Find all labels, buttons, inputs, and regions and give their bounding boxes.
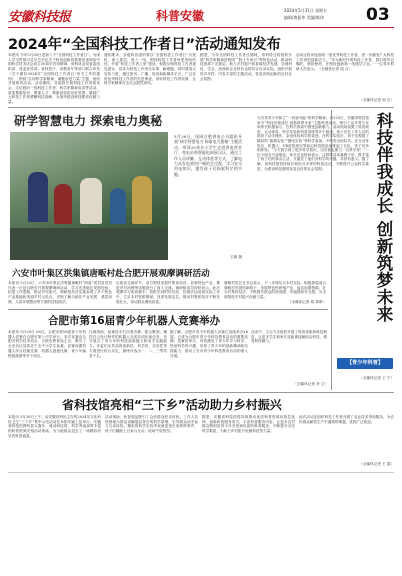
article-4-col-4: 此次活动还组织科技工作者开展了农业技术咨询服务，为农民群众解答生产中遇到的难题，受到广泛欢迎。	[299, 415, 394, 424]
editor-line: 编辑/唐振华 美编/陈伟	[284, 15, 324, 20]
article-4-col-3: 据悉，安徽省科技馆将持续推动优质科普资源向基层延伸，创新科普服务形式，丰富科普服务内容，让更多农村群众特别是青少年享受到优质的科普服务，不断提升全民科学素质，为助力乡村振兴贡献科技馆力量。	[202, 415, 295, 434]
masthead	[8, 5, 394, 27]
page-number: 03	[366, 5, 390, 25]
lead-col-3: 据悉，今年全国科技工作者日期间，省科协还将组织开展“科学家精神进校园”“院士专家行”等特色活动，推动科技资源下沉基层，助力乡村振兴和县域经济发展。各地科协、学会、高校和企业科协也将结合自身实际，组织开展形式多样、内容丰富的主题活动，营造崇尚创新的良好社会氛围。	[200, 53, 292, 81]
article-2-col-3: 唐畈村党总支书记表示，下一步将结合本村实际，积极探索适合唐畈村发展的新路子，发展特色种养殖产业，盘活闲置资源，壮大村集体经济，不断提升群众的获得感、幸福感和安全感，为全面推进乡村振兴贡献力量。	[224, 281, 326, 299]
article-4-col-2: 活动现场，科普展品吸引了众多群众驻足体验。工作人员热情地为群众讲解展品背后的科学原理，引导群众动手参与互动体验。精彩的科学实验秀表演更是引来阵阵掌声，孩子们踊跃上台参与互动，现场气氛热烈。	[105, 415, 198, 434]
sidebar-byline: （全媒体记者 王 宁）	[359, 376, 394, 380]
article-3-col-4: 活动中，主办方还组织开展了科普讲座和科技展览，让更多学生和家长近距离接触前沿科技，感受科技魅力。	[251, 330, 327, 344]
article-4-byline: （全媒体记者 王 震）	[359, 462, 394, 466]
article-4-headline: 省科技馆亮相“三下乡”活动助力乡村振兴	[62, 398, 282, 412]
photo-story	[8, 110, 244, 266]
article-3-col-2: 比赛现场，参赛选手们沉着冷静、配合默契，操控自己设计制作的机器人完成各项比赛任务，充分展示了青少年的科技创新能力和动手实践能力。评委们从作品的创新性、科学性、实用性等方面进行综合评定，最终评选出一、二、三等奖若干名。	[89, 330, 167, 358]
article-4-col-1: 本报讯 5月28日上午，由安徽省科协主办的2024年文化科技卫生“三下乡”集中示范活动在阜阳市颍上县举行。安徽省科技馆携科普大篷车、流动科技馆、科学秀表演等丰富的科普资源亮相活动现场，为当地群众送去了一场精彩纷呈的科普盛宴。	[8, 415, 101, 438]
lead-col-1: 本报讯 今年5月30日是第八个“全国科技工作者日”。为深入学习贯彻习近平总书记关于科技创新的重要论述和致中国科学技术协会成立50周年贺信精神，省科协会同省委组织部、省委宣传部、省科技厅、省教育厅等部门联合印发《关于做好2024年“全国科技工作者日”有关工作的通知》，围绕“弘扬科学家精神，凝聚奋进力量”主题，组织开展系列活动。活动期间，各地将开展科技工作者座谈会、走访慰问一线科技工作者、科学家精神宣讲等活动，营造尊重知识、尊重人才、尊重创造的良好氛围，激励广大科技工作者勇攀科技高峰，为加快建设科技强省贡献力量。	[8, 53, 100, 104]
section-divider	[8, 107, 394, 108]
newspaper-logo: 安徽科技报	[8, 10, 71, 25]
article-2-byline: （全媒体记者 胡 翠翠）	[287, 300, 326, 304]
article-3-col-1: 本报讯 5月25日-26日，合肥市第16届青少年机器人竞赛在合肥市第八中学举行。本次竞赛由合肥市科学技术协会、合肥市教育局主办，吸引了全市各区县的近千名中小学生参赛。竞赛设置机器人综合技能比赛、机器人创意比赛、青少年编程挑战赛等多个项目。	[8, 330, 86, 358]
sidebar-body: 为引导青少年树立“一切皆可能”的科学精神，5月25日，安徽省科技馆举办“科技伴我成长 创新筑梦未来”主题科普活动，吸引了众多青少年和家长积极参与，在科学探索中感受创新魅力。活动现场设置了科普展览、互动体验、科学实验和科普讲座等多个板块。孩子们在工作人员的指导下动手操作，亲身体验科学的奇妙。在科学实验区，孩子们观看了精彩的“液氮实验”“静电实验”等科学表演，不时发出惊叹声。在互动体验区，机器人、VR虚拟现实等前沿科技展品前排起了长队，孩子们争相体验。“今天我学到了很多科学知识，以后我也要当一名科学家！”一位小朋友兴奋地说。家长们也纷纷表示，这样的活动寓教于乐，既丰富了孩子们的课余生活，又激发了他们对科学的兴趣，非常有意义。据了解，省科技馆将持续开展形式多样的科普活动，不断提升公众科学素质，为建设科技强省营造良好的社会氛围。	[257, 116, 369, 171]
lead-col-4: 活动还将评选表彰一批优秀科技工作者，进一步激发广大科技工作者的创新活力。“作为新时代的科技工作者，我们将牢记嘱托，勇担使命，在科技创新第一线建功立业。”一位青年科研人员表示。（全媒体记者 周 吉）	[296, 53, 394, 72]
lead-byline: （全媒体记者 周 吉）	[359, 98, 394, 102]
article-2-col-1: 本报讯 5月23日，六安市叶集区洪集镇唐畈村“两委”成员及党员代表一行赴合肥市开展观摩调研活动，学习先进地区发展经验，拓宽工作思路，推动乡村振兴。调研组先后实地参观了多个特色产业基地和美丽乡村示范点，详细了解当地在产业发展、基层治理、人居环境整治等方面的经验做法。	[8, 281, 112, 304]
lead-headline: 2024年“全国科技工作者日”活动通知发布	[8, 37, 281, 53]
header-rule	[8, 27, 394, 28]
article-2-col-2: 在座谈交流环节，双方围绕发展村集体经济、培育特色产业、推进乡村治理等话题进行了深入交流。调研组成员纷纷表示，此次观摩学习收获颇丰，将把学到的好经验、好做法运用到实际工作中，立足本村资源禀赋，找准发展定位，推动村集体经济不断发展壮大，带动群众增收致富。	[116, 281, 220, 304]
section-title: 科普安徽	[156, 9, 205, 23]
article-3-headline: 合肥市第16届青少年机器人竞赛举办	[48, 315, 221, 327]
date-line: 2024年5月31日 星期五	[284, 8, 328, 13]
sidebar-headline: 科技伴我成长 创新筑梦未来	[374, 112, 393, 323]
section-divider	[8, 392, 394, 393]
news-photo	[10, 132, 168, 260]
article-3-byline: （全媒体记者 李 文）	[293, 382, 328, 386]
photo-headline: 研学智慧电力 探索电力奥秘	[14, 114, 163, 128]
photo-caption: 5月26日，国网合肥供电公司组织开展“研学智慧电力 探索电力奥秘”主题活动，带领20余名小学生走进供电营业厅、变电站和智能电网展示区，通过工作人员讲解、互动体验等方式，了解电力从发电到用户端的全过程，学习安全用电知识，激发孩子们探索科学的兴趣。	[174, 134, 242, 177]
lead-col-2: 通知要求，各级科协组织要以“全国科技工作者日”为契机，深入基层、深入一线，围绕科技工作者所思所盼所忧，开展“科技工作者之家”建设，积极反映科技工作者意见建议，切实为科技工作者办实事、解难题。同时要加大宣传力度，通过报刊、广播、电视和新媒体平台，广泛宣传优秀科技工作者的先进事迹，讲好科技工作者故事，让科学家精神在全社会蔚然成风。	[104, 53, 196, 86]
article-2-headline: 六安市叶集区洪集镇唐畈村赴合肥开展观摩调研活动	[12, 269, 210, 279]
youth-science-tag: 【青少年科普】	[337, 358, 393, 369]
bottom-rule	[8, 472, 394, 473]
photo-credit: 王颖 摄	[230, 255, 242, 259]
article-3-col-3: 据了解，合肥市青少年机器人竞赛已连续举办16届，已成为合肥市青少年科技教育活动的重要品牌。竞赛的举办，有效激发了青少年学习科学、热爱科学的兴趣，培养了青少年的创新精神和实践能力，推动了全市青少年科技教育活动的深入开展。	[170, 330, 248, 358]
